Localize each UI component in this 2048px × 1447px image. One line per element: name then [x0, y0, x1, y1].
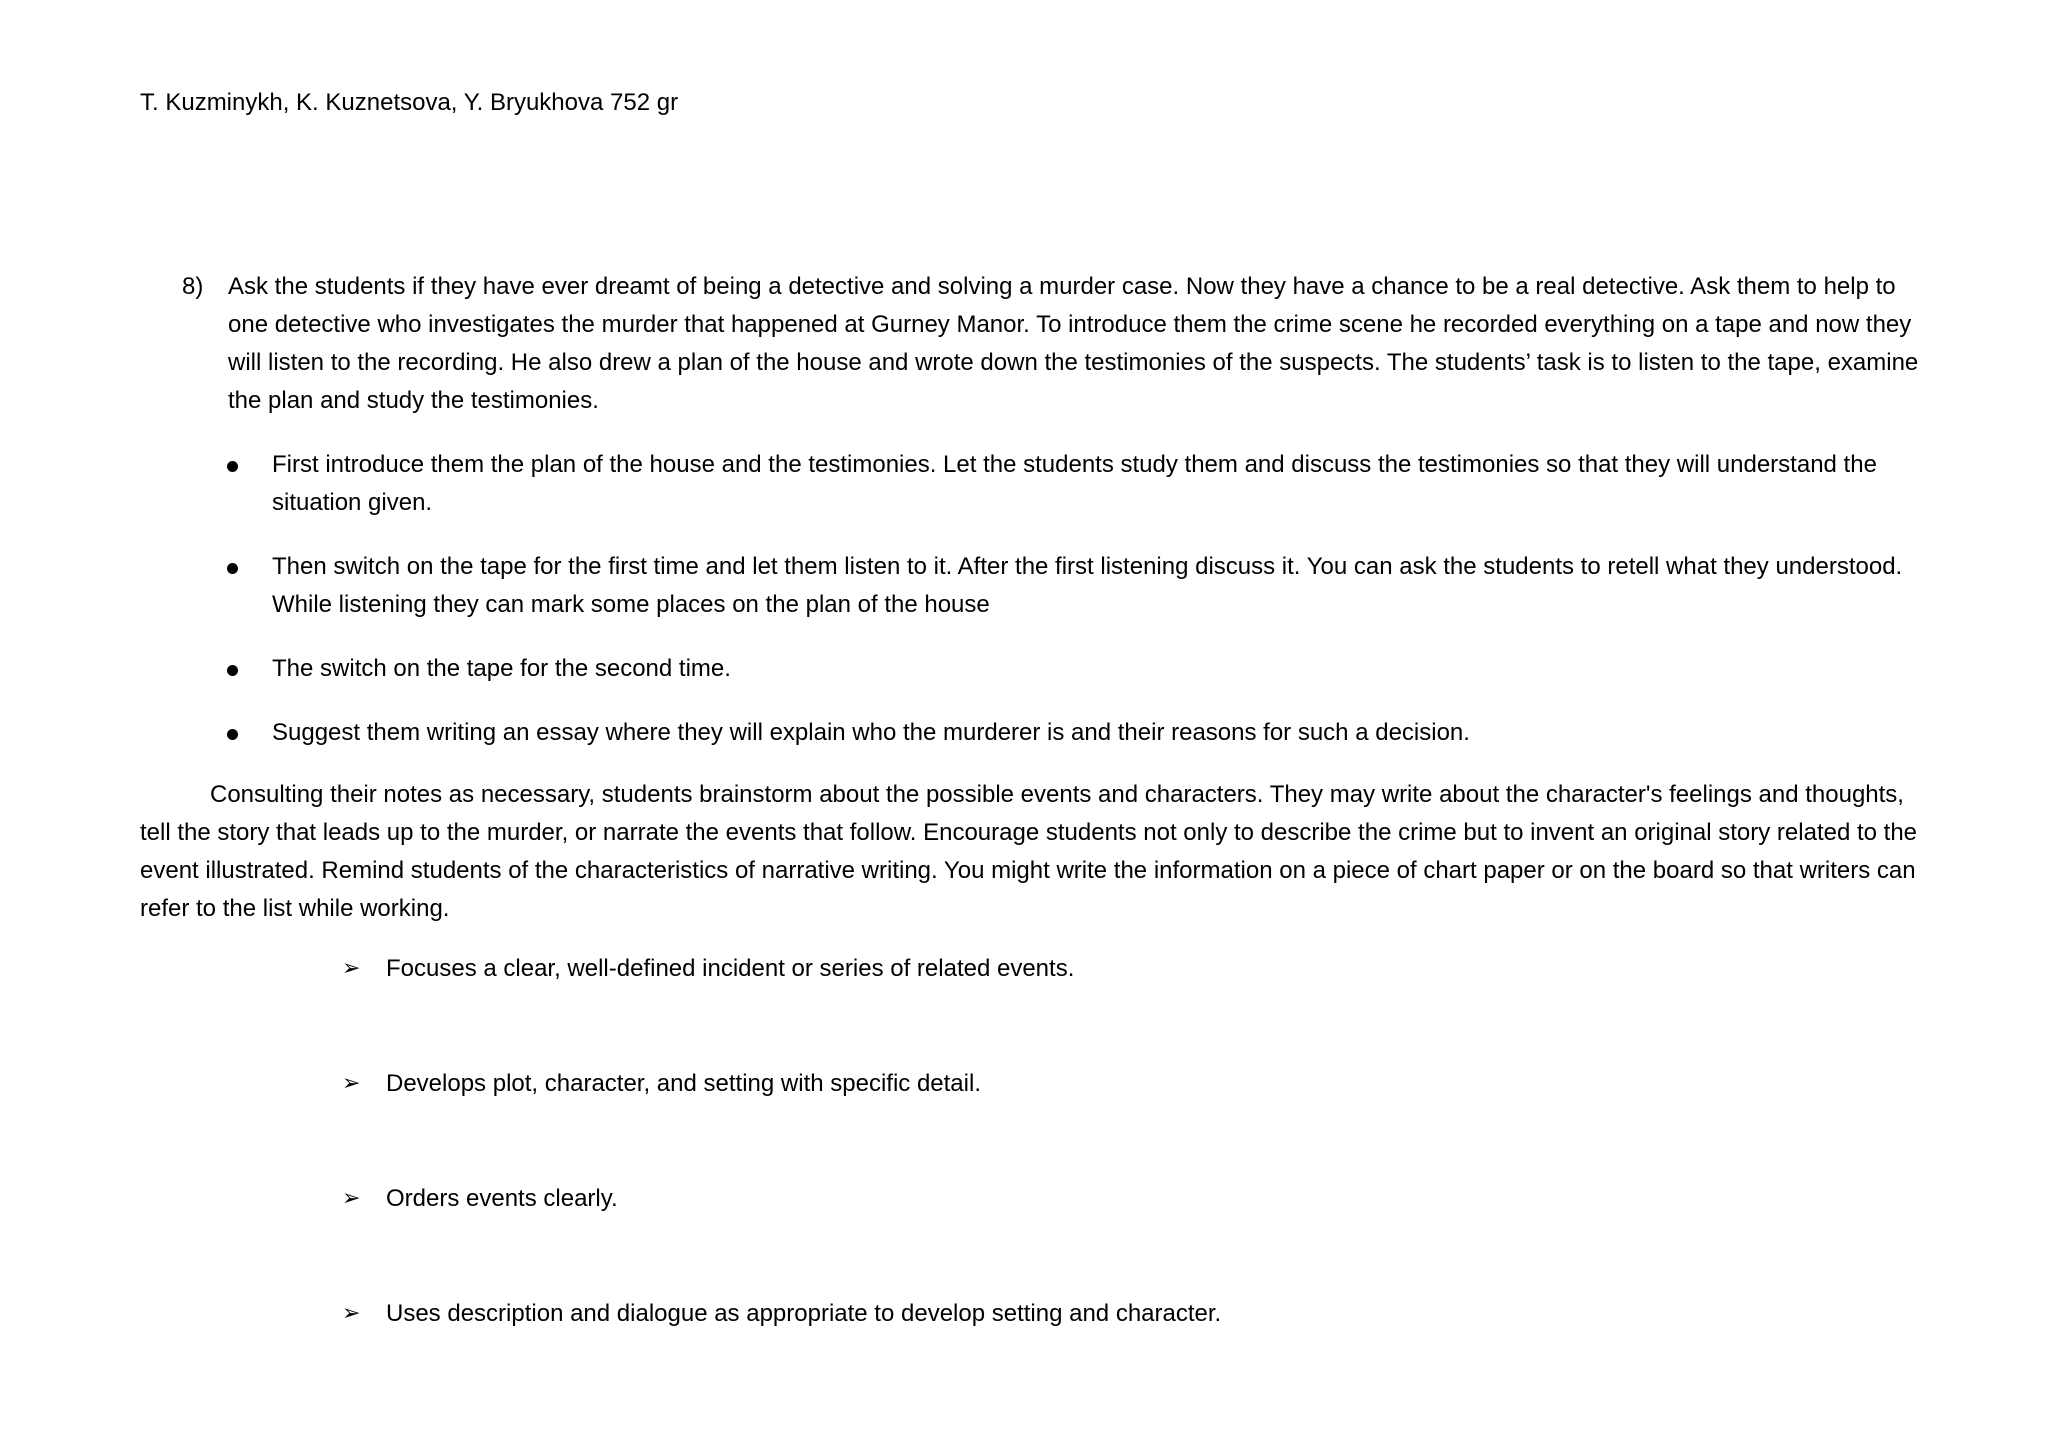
- list-item: [140, 950, 1920, 988]
- arrow-bullet-icon: ➢: [342, 956, 361, 981]
- numbered-task-item: [140, 268, 1920, 420]
- list-item: [140, 446, 1920, 522]
- list-item: [140, 1065, 1920, 1103]
- characteristic-text: Uses description and dialogue as appropriate to develop setting and character.: [386, 1300, 1222, 1327]
- step-text: Suggest them writing an essay where they will explain who the murderer is and their reasons for such a decision.: [272, 719, 1470, 746]
- bullet-icon: [227, 563, 238, 574]
- arrow-bullet-icon: ➢: [342, 1301, 361, 1326]
- list-item: [140, 548, 1920, 624]
- task-text: Ask the students if they have ever dreamt of being a detective and solving a murder case. Now they have a chance to be a real detective. Ask them to help to one detective who investigates the murder that happened at Gurney Manor. To introduce them the crime scene he recorded everything on a tape and now they will listen to the recording. He also drew a plan of the house and wrote down the testimonies of the suspects. The students’ task is to listen to the tape, examine the plan and study the testimonies.: [228, 273, 1919, 414]
- list-item: [140, 650, 1920, 688]
- bullet-icon: [227, 729, 238, 740]
- arrow-bullet-icon: ➢: [342, 1071, 361, 1096]
- bullet-icon: [227, 665, 238, 676]
- task-number: 8): [182, 273, 204, 300]
- steps-bullet-list: [140, 446, 1920, 778]
- arrow-bullet-icon: ➢: [342, 1186, 361, 1211]
- list-item: [140, 714, 1920, 752]
- step-text: First introduce them the plan of the house and the testimonies. Let the students study them and discuss the testimonies so that they will understand the situation given.: [272, 451, 1877, 516]
- step-text: Then switch on the tape for the first time and let them listen to it. After the first listening discuss it. You can ask the students to retell what they understood. While listening they can mark some places on the plan of the house: [272, 553, 1903, 618]
- list-item: [140, 1180, 1920, 1218]
- body-paragraph: Consulting their notes as necessary, students brainstorm about the possible events and characters. They may write about the character's feelings and thoughts, tell the story that leads up to the murder, or narrate the events that follow. Encourage students not only to describe the crime but to invent an original story related to the event illustrated. Remind students of the characteristics of narrative writing. You might write the information on a piece of chart paper or on the board so that writers can refer to the list while working.: [140, 781, 1918, 922]
- document-header-authors: T. Kuzminykh, K. Kuznetsova, Y. Bryukhova 752 gr: [140, 89, 679, 116]
- bullet-icon: [227, 461, 238, 472]
- characteristics-arrow-list: [140, 950, 1920, 1410]
- characteristic-text: Focuses a clear, well-defined incident or series of related events.: [386, 955, 1075, 982]
- characteristic-text: Orders events clearly.: [386, 1185, 618, 1212]
- characteristic-text: Develops plot, character, and setting with specific detail.: [386, 1070, 981, 1097]
- list-item: [140, 1295, 1920, 1333]
- step-text: The switch on the tape for the second time.: [272, 655, 731, 682]
